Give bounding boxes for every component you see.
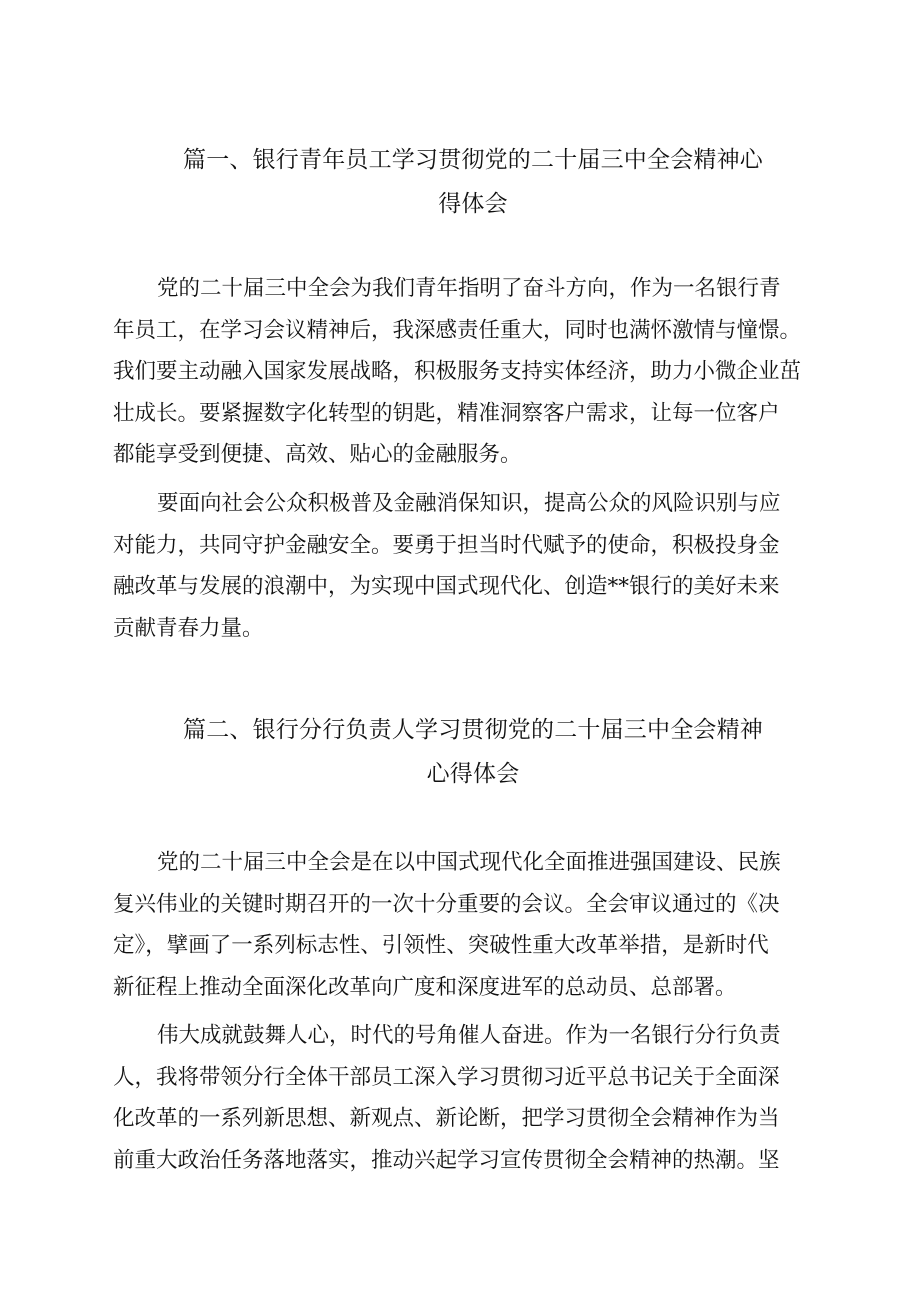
section-1-title-line: 得体会 xyxy=(438,191,508,217)
section-2-title xyxy=(113,708,833,796)
paragraph-line: 伟大成就鼓舞人心，时代的号角催人奋进。作为一名银行分行负责 xyxy=(157,1023,781,1048)
paragraph-line: 党的二十届三中全会为我们青年指明了奋斗方向，作为一名银行青 xyxy=(157,276,781,301)
paragraph-line: 要面向社会公众积极普及金融消保知识，提高公众的风险识别与应 xyxy=(157,491,781,516)
section-1-paragraph-1 xyxy=(113,268,833,476)
paragraph-line: 都能享受到便捷、高效、贴心的金融服务。 xyxy=(113,442,522,467)
paragraph-line: 定》，擘画了一系列标志性、引领性、突破性重大改革举措，是新时代 xyxy=(113,933,769,958)
paragraph-line: 融改革与发展的浪潮中，为实现中国式现代化、创造**银行的美好未来 xyxy=(113,574,780,599)
paragraph-line: 人，我将带领分行全体干部员工深入学习贯彻习近平总书记关于全面深 xyxy=(113,1064,780,1090)
section-2-paragraph-1 xyxy=(113,842,833,1008)
section-2-paragraph-2 xyxy=(113,1015,833,1181)
paragraph-line: 复兴伟业的关键时期召开的一次十分重要的会议。全会审议通过的《决 xyxy=(113,891,780,917)
paragraph-line: 贡献青春力量。 xyxy=(113,615,264,641)
paragraph-line: 新征程上推动全面深化改革向广度和深度进军的总动员、总部署。 xyxy=(113,974,737,1000)
section-1-title-line: 篇一、银行青年员工学习贯彻党的二十届三中全会精神心 xyxy=(183,147,763,173)
paragraph-line: 对能力，共同守护金融安全。要勇于担当时代赋予的使命，积极投身金 xyxy=(113,532,780,558)
paragraph-line: 年员工，在学习会议精神后，我深感责任重大，同时也满怀激情与憧憬。 xyxy=(113,317,802,343)
section-2-title-line: 心得体会 xyxy=(426,761,520,787)
section-1-paragraph-2 xyxy=(113,483,833,649)
paragraph-line: 前重大政治任务落地落实，推动兴起学习宣传贯彻全会精神的热潮。坚 xyxy=(113,1147,780,1173)
paragraph-line: 党的二十届三中全会是在以中国式现代化全面推进强国建设、民族 xyxy=(157,850,781,875)
paragraph-line: 我们要主动融入国家发展战略，积极服务支持实体经济，助力小微企业茁 xyxy=(113,359,802,384)
paragraph-line: 壮成长。要紧握数字化转型的钥匙，精准洞察客户需求，让每一位客户 xyxy=(113,400,780,426)
paragraph-line: 化改革的一系列新思想、新观点、新论断，把学习贯彻全会精神作为当 xyxy=(113,1106,780,1131)
section-2-title-line: 篇二、银行分行负责人学习贯彻党的二十届三中全会精神 xyxy=(183,717,763,743)
section-1-title xyxy=(113,138,833,226)
